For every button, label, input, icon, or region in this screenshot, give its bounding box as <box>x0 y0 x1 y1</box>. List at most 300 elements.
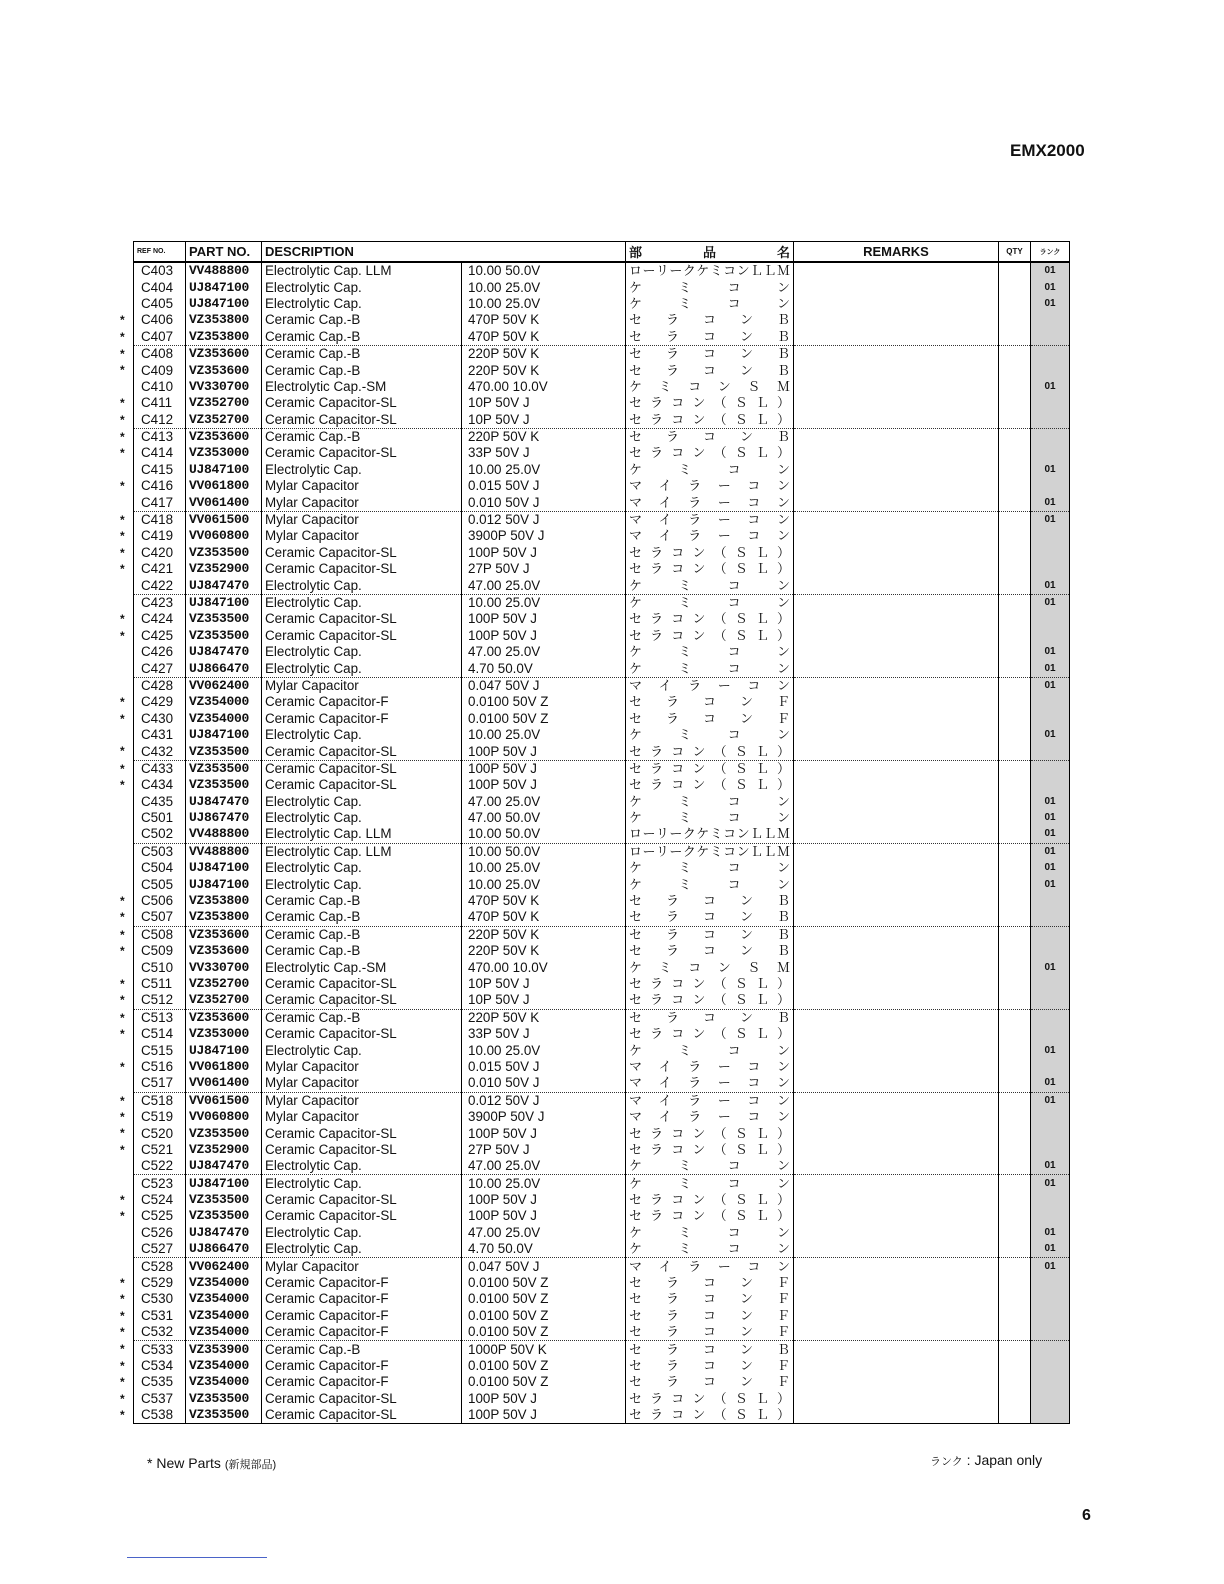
rank-cell <box>1031 1275 1070 1291</box>
qty-cell <box>999 644 1031 660</box>
japanese-name <box>626 860 794 876</box>
new-part-marker: * <box>120 628 125 643</box>
new-part-marker: * <box>120 1342 125 1357</box>
japanese-name-glyph: ラ <box>665 328 679 344</box>
rank-cell: 01 <box>1031 660 1070 677</box>
part-no: UJ847100 <box>186 594 262 611</box>
japanese-name-text <box>629 412 790 428</box>
qty-cell <box>999 1391 1031 1407</box>
japanese-name-glyph: ラ <box>688 1109 702 1125</box>
japanese-name-glyph: コ <box>671 1026 685 1042</box>
part-no: UJ847100 <box>186 296 262 312</box>
ref-no: C406 <box>141 312 174 328</box>
description: Ceramic Cap.-B <box>262 362 462 378</box>
japanese-name-glyph: ン <box>739 710 753 726</box>
qty-cell <box>999 1308 1031 1324</box>
japanese-name-glyph: イ <box>658 677 672 693</box>
ref-no-cell <box>120 445 186 461</box>
remarks-cell <box>794 528 999 544</box>
japanese-name-glyph: コ <box>747 494 761 510</box>
qty-cell <box>999 279 1031 295</box>
specification: 3900P 50V J <box>462 528 626 544</box>
qty-cell <box>999 677 1031 694</box>
ref-no-cell <box>134 660 186 677</box>
japanese-name-glyph: コ <box>702 943 716 959</box>
japanese-name-glyph: Ｓ <box>734 1125 748 1141</box>
part-no: VZ352700 <box>186 412 262 429</box>
japanese-name-glyph: ラ <box>665 312 679 328</box>
japanese-name-glyph: ミ <box>678 295 692 311</box>
remarks-cell <box>794 1026 999 1042</box>
japanese-name-glyph: ロ <box>629 263 643 279</box>
table-row <box>134 743 1070 760</box>
qty-cell <box>999 660 1031 677</box>
ref-no: C504 <box>141 860 174 876</box>
rank-cell <box>1031 362 1070 378</box>
specification: 0.0100 50V Z <box>462 1275 626 1291</box>
japanese-name-glyph: セ <box>629 1192 643 1208</box>
japanese-name-text <box>629 661 790 677</box>
table-row <box>134 428 1070 445</box>
description: Ceramic Capacitor-SL <box>262 1407 462 1424</box>
japanese-name-glyph: （ <box>713 1390 727 1406</box>
ref-no: C425 <box>141 627 174 643</box>
description: Electrolytic Cap.-SM <box>262 959 462 975</box>
description: Ceramic Cap.-B <box>262 893 462 909</box>
ref-no-cell <box>134 826 186 843</box>
new-part-marker: * <box>120 778 125 793</box>
japanese-name-glyph: ） <box>776 777 790 793</box>
remarks-cell <box>794 296 999 312</box>
part-no: VV061500 <box>186 1092 262 1109</box>
ref-no-cell <box>120 528 186 544</box>
japanese-name-glyph: Ｓ <box>734 1141 748 1157</box>
specification: 33P 50V J <box>462 1026 626 1042</box>
table-row <box>134 312 1070 328</box>
ref-no: C410 <box>141 378 174 394</box>
japanese-name-text <box>629 1059 790 1075</box>
ref-no: C522 <box>141 1158 174 1174</box>
japanese-name-glyph: Ｍ <box>776 843 790 859</box>
japanese-name-glyph: ケ <box>629 1158 643 1174</box>
new-part-marker: * <box>120 1209 125 1224</box>
japanese-name <box>626 296 794 312</box>
japanese-name-text <box>629 992 790 1008</box>
japanese-name-glyph: セ <box>629 992 643 1008</box>
japanese-name-glyph: ク <box>682 263 696 279</box>
japanese-name-glyph: マ <box>629 494 643 510</box>
ref-no: C414 <box>141 445 174 461</box>
japanese-name-glyph: Ｌ <box>755 743 769 759</box>
japanese-name-glyph: ク <box>682 826 696 842</box>
japanese-name-glyph: Ｆ <box>776 1275 790 1291</box>
ref-no-cell <box>134 462 186 478</box>
japanese-name-glyph: コ <box>702 1009 716 1025</box>
japanese-name-glyph: ラ <box>665 1275 679 1291</box>
part-no: UJ847470 <box>186 577 262 594</box>
specification: 10.00 25.0V <box>462 860 626 876</box>
part-no: VZ353500 <box>186 760 262 777</box>
remarks-cell <box>794 794 999 810</box>
japanese-name <box>626 794 794 810</box>
table-row <box>134 727 1070 743</box>
rank-cell <box>1031 428 1070 445</box>
table-row <box>134 1208 1070 1224</box>
remarks-cell <box>794 445 999 461</box>
ref-no-cell <box>120 1390 186 1407</box>
specification: 10.00 25.0V <box>462 594 626 611</box>
part-no: UJ847470 <box>186 794 262 810</box>
table-row <box>134 876 1070 892</box>
table-row <box>134 777 1070 793</box>
ref-no-cell <box>134 644 186 660</box>
new-part-marker: * <box>120 512 125 527</box>
table-row <box>134 329 1070 346</box>
remarks-cell <box>794 1291 999 1307</box>
remarks-cell <box>794 760 999 777</box>
rank-cell <box>1031 412 1070 429</box>
japanese-name-glyph: コ <box>671 777 685 793</box>
japanese-name-glyph: ン <box>776 1158 790 1174</box>
qty-cell <box>999 1109 1031 1125</box>
ref-no-cell <box>120 1141 186 1158</box>
ref-no-cell <box>120 1208 186 1224</box>
japanese-name-glyph: セ <box>629 1307 643 1323</box>
japanese-name-glyph: コ <box>727 295 741 311</box>
description: Ceramic Capacitor-F <box>262 1374 462 1390</box>
japanese-name-glyph: セ <box>629 909 643 925</box>
description: Mylar Capacitor <box>262 677 462 694</box>
japanese-name-glyph: ー <box>717 677 731 693</box>
japanese-name-glyph: ） <box>776 1208 790 1224</box>
japanese-name-glyph: ン <box>692 1192 706 1208</box>
japanese-name-glyph: ミ <box>678 577 692 593</box>
japanese-name-glyph: ン <box>717 378 731 394</box>
japanese-name-glyph: コ <box>727 644 741 660</box>
japanese-name-glyph: リ <box>655 843 669 859</box>
description: Electrolytic Cap.-SM <box>262 379 462 395</box>
ref-no-cell <box>120 1407 186 1424</box>
japanese-name-glyph: Ｓ <box>734 611 748 627</box>
remarks-cell <box>794 992 999 1009</box>
rank-cell: 01 <box>1031 577 1070 594</box>
japanese-name-text <box>629 495 790 511</box>
japanese-name-glyph: ミ <box>678 727 692 743</box>
ref-no: C404 <box>141 279 174 295</box>
remarks-cell <box>794 1158 999 1175</box>
japanese-name-glyph: コ <box>688 378 702 394</box>
ref-no: C421 <box>141 561 174 577</box>
japanese-name-glyph: ケ <box>629 378 643 394</box>
japanese-name <box>626 926 794 943</box>
table-row <box>134 577 1070 594</box>
qty-cell <box>999 329 1031 346</box>
ref-no: C413 <box>141 429 174 445</box>
specification: 0.0100 50V Z <box>462 1291 626 1307</box>
rank-cell: 01 <box>1031 511 1070 528</box>
remarks-cell <box>794 1225 999 1241</box>
japanese-name <box>626 1341 794 1358</box>
ref-no: C501 <box>141 810 174 826</box>
specification: 47.00 25.0V <box>462 1225 626 1241</box>
table-row <box>134 711 1070 727</box>
rank-cell <box>1031 395 1070 411</box>
japanese-name-glyph: セ <box>629 1291 643 1307</box>
rank-cell <box>1031 1358 1070 1374</box>
ref-no: C502 <box>141 826 174 842</box>
qty-cell <box>999 1192 1031 1208</box>
japanese-name-glyph: ン <box>692 760 706 776</box>
rank-cell <box>1031 611 1070 627</box>
description: Electrolytic Cap. <box>262 644 462 660</box>
specification: 0.0100 50V Z <box>462 1374 626 1390</box>
japanese-name-glyph: コ <box>727 577 741 593</box>
specification: 10.00 25.0V <box>462 462 626 478</box>
japanese-name-glyph: ケ <box>629 577 643 593</box>
ref-no: C416 <box>141 478 174 494</box>
japanese-name-glyph: ン <box>717 959 731 975</box>
japanese-name <box>626 478 794 494</box>
table-row <box>134 1075 1070 1092</box>
specification: 4.70 50.0V <box>462 660 626 677</box>
japanese-name-text <box>629 329 790 345</box>
description: Ceramic Cap.-B <box>262 312 462 328</box>
table-row <box>134 628 1070 644</box>
japanese-name <box>626 843 794 860</box>
japanese-name <box>626 279 794 295</box>
table-row <box>134 1158 1070 1175</box>
japanese-name-glyph: コ <box>727 1042 741 1058</box>
japanese-name-glyph: セ <box>629 312 643 328</box>
table-row <box>134 843 1070 860</box>
japanese-name-glyph: Ｌ <box>755 1125 769 1141</box>
japanese-name-glyph: セ <box>629 1390 643 1406</box>
japanese-name-glyph: コ <box>671 760 685 776</box>
ref-no: C415 <box>141 461 174 477</box>
japanese-name-glyph: ラ <box>650 627 664 643</box>
japanese-name-glyph: ン <box>739 1275 753 1291</box>
qty-cell <box>999 810 1031 826</box>
japanese-name-glyph: コ <box>702 893 716 909</box>
parts-table-body <box>120 262 1070 1424</box>
japanese-name <box>626 1175 794 1192</box>
japanese-name-glyph: コ <box>702 1341 716 1357</box>
rank-cell <box>1031 1009 1070 1026</box>
japanese-name-text <box>629 561 790 577</box>
qty-cell <box>999 312 1031 328</box>
ref-no: C429 <box>141 694 174 710</box>
ref-no-cell <box>120 1109 186 1125</box>
rank-cell <box>1031 445 1070 461</box>
japanese-name-glyph: コ <box>702 429 716 445</box>
japanese-name-glyph: ラ <box>650 561 664 577</box>
description: Electrolytic Cap. <box>262 1225 462 1241</box>
japanese-name <box>626 810 794 826</box>
ref-no: C408 <box>141 346 174 362</box>
specification: 100P 50V J <box>462 1125 626 1141</box>
japanese-name-glyph: セ <box>629 611 643 627</box>
ref-no: C412 <box>141 411 174 427</box>
specification: 27P 50V J <box>462 1142 626 1158</box>
japanese-name-glyph: ケ <box>629 1175 643 1191</box>
rank-cell <box>1031 1391 1070 1407</box>
remarks-cell <box>794 611 999 627</box>
japanese-name-glyph: ク <box>682 843 696 859</box>
japanese-name-glyph: マ <box>629 1092 643 1108</box>
japanese-name-text <box>629 1142 790 1158</box>
part-no: VV330700 <box>186 959 262 975</box>
japanese-name <box>626 1391 794 1407</box>
ref-no: C409 <box>141 362 174 378</box>
japanese-name-glyph: ラ <box>688 1092 702 1108</box>
model-name: EMX2000 <box>1010 141 1085 160</box>
japanese-name-glyph: セ <box>629 1208 643 1224</box>
japanese-name-glyph: （ <box>713 1141 727 1157</box>
ref-no: C419 <box>141 528 174 544</box>
japanese-name-text <box>629 280 790 296</box>
part-no: VZ353500 <box>186 1407 262 1424</box>
description: Ceramic Capacitor-SL <box>262 445 462 461</box>
new-part-marker: * <box>120 910 125 925</box>
new-part-marker: * <box>120 1275 125 1290</box>
japanese-name <box>626 1059 794 1075</box>
japanese-name <box>626 1358 794 1374</box>
rank-cell <box>1031 777 1070 793</box>
japanese-name-glyph: ラ <box>688 1258 702 1274</box>
ref-no-cell <box>120 943 186 959</box>
table-row <box>134 445 1070 461</box>
rank-cell: 01 <box>1031 494 1070 511</box>
qty-cell <box>999 1059 1031 1075</box>
part-no: VZ354000 <box>186 694 262 710</box>
specification: 100P 50V J <box>462 743 626 760</box>
japanese-name <box>626 628 794 644</box>
japanese-name-text <box>629 346 790 362</box>
japanese-name-glyph: コ <box>671 395 685 411</box>
description: Electrolytic Cap. <box>262 1175 462 1192</box>
rank-cell: 01 <box>1031 279 1070 295</box>
remarks-cell <box>794 810 999 826</box>
header-part-no: PART NO. <box>186 242 262 263</box>
rank-cell <box>1031 1208 1070 1224</box>
rank-cell <box>1031 1059 1070 1075</box>
japanese-name-glyph: コ <box>723 263 737 279</box>
ref-no-cell <box>134 1241 186 1258</box>
part-no: VV061800 <box>186 478 262 494</box>
part-no: UJ847100 <box>186 279 262 295</box>
japanese-name-glyph: ン <box>739 926 753 942</box>
japanese-name-glyph: ケ <box>629 959 643 975</box>
japanese-name-text <box>629 1342 790 1358</box>
japanese-name-glyph: コ <box>702 1307 716 1323</box>
rank-cell <box>1031 1291 1070 1307</box>
ref-no: C411 <box>141 395 173 411</box>
japanese-name-glyph: Ｌ <box>755 627 769 643</box>
japanese-name-glyph: Ｂ <box>776 943 790 959</box>
new-part-marker: * <box>120 993 125 1008</box>
new-part-marker: * <box>120 479 125 494</box>
japanese-name-glyph: ） <box>776 445 790 461</box>
japanese-name-glyph: セ <box>629 975 643 991</box>
part-no: UJ847100 <box>186 1042 262 1058</box>
header-jp-char-3: 名 <box>776 245 790 260</box>
qty-cell <box>999 428 1031 445</box>
japanese-name-glyph: Ｌ <box>755 975 769 991</box>
description: Electrolytic Cap. <box>262 1042 462 1058</box>
japanese-name-glyph: ン <box>776 677 790 693</box>
qty-cell <box>999 445 1031 461</box>
table-row <box>134 511 1070 528</box>
description: Electrolytic Cap. <box>262 1158 462 1175</box>
part-no: VZ352900 <box>186 1142 262 1158</box>
japanese-name-glyph: ミ <box>709 843 723 859</box>
ref-no: C435 <box>141 793 174 809</box>
japanese-name-glyph: コ <box>727 860 741 876</box>
rank-cell: 01 <box>1031 1241 1070 1258</box>
rank-cell: 01 <box>1031 296 1070 312</box>
japanese-name-text <box>629 1176 790 1192</box>
japanese-name-glyph: マ <box>629 528 643 544</box>
japanese-name-glyph: コ <box>727 595 741 610</box>
japanese-name-glyph: Ｍ <box>776 826 790 842</box>
japanese-name-glyph: ン <box>692 975 706 991</box>
rank-cell <box>1031 711 1070 727</box>
remarks-cell <box>794 1042 999 1058</box>
remarks-cell <box>794 926 999 943</box>
japanese-name-glyph: ミ <box>678 860 692 876</box>
japanese-name-text <box>629 1208 790 1224</box>
header-remarks: REMARKS <box>794 242 999 263</box>
new-part-marker: * <box>120 1192 125 1207</box>
japanese-name-text <box>629 744 790 760</box>
japanese-name-glyph: Ｌ <box>755 1208 769 1224</box>
description: Mylar Capacitor <box>262 1109 462 1125</box>
remarks-cell <box>794 494 999 511</box>
japanese-name <box>626 445 794 461</box>
qty-cell <box>999 1275 1031 1291</box>
japanese-name-glyph: ） <box>776 975 790 991</box>
remarks-cell <box>794 594 999 611</box>
new-part-marker: * <box>120 1093 125 1108</box>
japanese-name-glyph: コ <box>727 810 741 826</box>
ref-no-cell <box>134 262 186 279</box>
part-no: VZ353500 <box>186 1391 262 1407</box>
remarks-cell <box>794 1208 999 1224</box>
japanese-name-glyph: Ｆ <box>776 1374 790 1390</box>
japanese-name-glyph: ケ <box>629 860 643 876</box>
japanese-name-glyph: （ <box>713 445 727 461</box>
japanese-name <box>626 677 794 694</box>
ref-no-cell <box>120 926 186 943</box>
japanese-name-glyph: ） <box>776 1026 790 1042</box>
rank-cell: 01 <box>1031 262 1070 279</box>
specification: 470.00 10.0V <box>462 379 626 395</box>
japanese-name-glyph: ） <box>776 1125 790 1141</box>
qty-cell <box>999 1258 1031 1275</box>
new-part-marker: * <box>120 1059 125 1074</box>
japanese-name-glyph: Ｌ <box>763 263 777 279</box>
ref-no: C432 <box>141 743 174 759</box>
japanese-name-glyph: Ｌ <box>755 544 769 560</box>
qty-cell <box>999 379 1031 395</box>
japanese-name-glyph: （ <box>713 992 727 1008</box>
table-row <box>134 1407 1070 1424</box>
japanese-name-glyph: セ <box>629 893 643 909</box>
japanese-name-glyph: Ｂ <box>776 328 790 344</box>
japanese-name <box>626 660 794 677</box>
japanese-name-glyph: ン <box>776 1092 790 1108</box>
japanese-name-glyph: Ｓ <box>734 743 748 759</box>
